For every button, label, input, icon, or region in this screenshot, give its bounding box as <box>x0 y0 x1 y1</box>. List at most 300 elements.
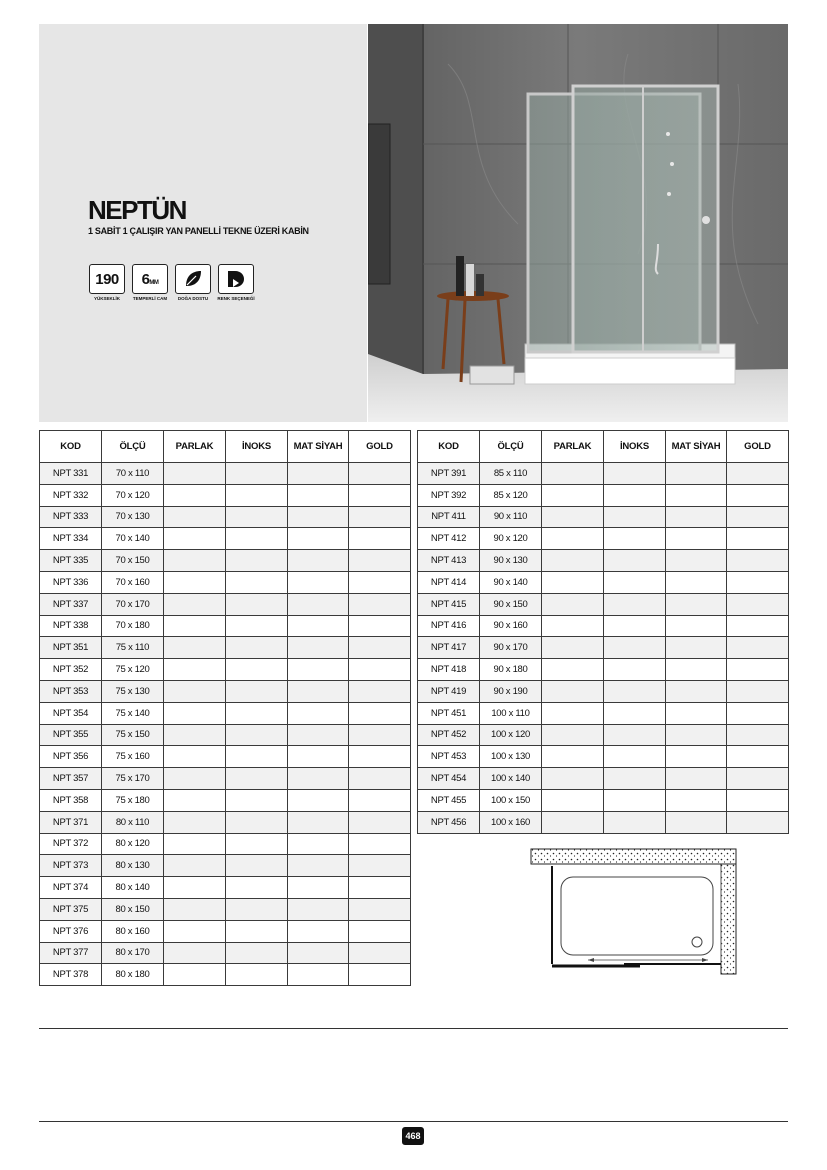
table-row <box>40 964 411 986</box>
table-row <box>418 506 789 528</box>
cell-empty <box>226 724 288 746</box>
cell-empty <box>226 702 288 724</box>
cell-olcu: 90 x 190 <box>480 680 542 702</box>
cell-olcu: 100 x 130 <box>480 746 542 768</box>
cell-empty <box>288 833 349 855</box>
cell-empty <box>542 702 604 724</box>
cell-kod: NPT 334 <box>40 528 102 550</box>
cell-empty <box>666 789 727 811</box>
badge-label-glass: TEMPERLİ CAM <box>132 296 168 301</box>
cell-empty <box>288 855 349 877</box>
cell-empty <box>288 942 349 964</box>
cell-empty <box>542 528 604 550</box>
table-row <box>40 724 411 746</box>
cell-empty <box>288 463 349 485</box>
header-mat-siyah: MAT SİYAH <box>666 431 727 463</box>
cell-empty <box>288 484 349 506</box>
feature-badges <box>88 264 255 306</box>
cell-empty <box>542 811 604 833</box>
cell-empty <box>666 484 727 506</box>
header-kod: KOD <box>40 431 102 463</box>
cell-empty <box>604 484 666 506</box>
cell-olcu: 75 x 150 <box>102 724 164 746</box>
cell-empty <box>542 484 604 506</box>
cell-empty <box>288 724 349 746</box>
cell-olcu: 90 x 140 <box>480 571 542 593</box>
cell-empty <box>666 637 727 659</box>
cell-empty <box>604 615 666 637</box>
cell-kod: NPT 337 <box>40 593 102 615</box>
cell-empty <box>542 768 604 790</box>
cell-kod: NPT 373 <box>40 855 102 877</box>
cell-olcu: 70 x 140 <box>102 528 164 550</box>
cell-empty <box>666 811 727 833</box>
cell-kod: NPT 377 <box>40 942 102 964</box>
cell-empty <box>727 463 789 485</box>
cell-empty <box>164 942 226 964</box>
cell-empty <box>288 877 349 899</box>
cell-empty <box>727 484 789 506</box>
cell-olcu: 80 x 110 <box>102 811 164 833</box>
cell-empty <box>288 920 349 942</box>
cell-olcu: 75 x 120 <box>102 659 164 681</box>
cell-empty <box>666 615 727 637</box>
cell-empty <box>727 680 789 702</box>
cell-kod: NPT 418 <box>418 659 480 681</box>
cell-olcu: 90 x 110 <box>480 506 542 528</box>
cell-empty <box>542 593 604 615</box>
table-row <box>40 942 411 964</box>
table-row <box>40 680 411 702</box>
cell-olcu: 75 x 110 <box>102 637 164 659</box>
cell-empty <box>727 550 789 572</box>
cell-empty <box>542 506 604 528</box>
table-header-row <box>418 431 789 463</box>
cell-empty <box>349 920 411 942</box>
header-parlak: PARLAK <box>164 431 226 463</box>
cell-olcu: 80 x 150 <box>102 898 164 920</box>
cell-olcu: 75 x 130 <box>102 680 164 702</box>
cell-kod: NPT 358 <box>40 789 102 811</box>
cell-empty <box>666 659 727 681</box>
cell-olcu: 90 x 150 <box>480 593 542 615</box>
cell-empty <box>666 506 727 528</box>
cell-olcu: 70 x 170 <box>102 593 164 615</box>
cell-empty <box>542 463 604 485</box>
cell-empty <box>349 593 411 615</box>
table-row <box>418 702 789 724</box>
cell-olcu: 80 x 180 <box>102 964 164 986</box>
cell-kod: NPT 336 <box>40 571 102 593</box>
cell-empty <box>349 637 411 659</box>
cell-empty <box>288 702 349 724</box>
header-mat-siyah: MAT SİYAH <box>288 431 349 463</box>
cell-olcu: 70 x 150 <box>102 550 164 572</box>
cell-empty <box>164 746 226 768</box>
cell-kod: NPT 371 <box>40 811 102 833</box>
cell-empty <box>542 724 604 746</box>
cell-empty <box>666 724 727 746</box>
table-row <box>40 789 411 811</box>
header-kod: KOD <box>418 431 480 463</box>
cell-olcu: 100 x 140 <box>480 768 542 790</box>
table-row <box>40 746 411 768</box>
table-row <box>40 833 411 855</box>
cell-kod: NPT 416 <box>418 615 480 637</box>
table-row <box>40 811 411 833</box>
cell-kod: NPT 378 <box>40 964 102 986</box>
table-row <box>40 768 411 790</box>
cell-empty <box>288 659 349 681</box>
cell-kod: NPT 414 <box>418 571 480 593</box>
cell-empty <box>226 746 288 768</box>
cell-kod: NPT 354 <box>40 702 102 724</box>
cell-empty <box>288 615 349 637</box>
table-row <box>40 637 411 659</box>
header-olcu: ÖLÇÜ <box>102 431 164 463</box>
cell-empty <box>226 920 288 942</box>
badge-label-eco: DOĞA DOSTU <box>177 296 209 301</box>
cell-kod: NPT 357 <box>40 768 102 790</box>
table-row <box>40 877 411 899</box>
table-row <box>418 746 789 768</box>
cell-empty <box>542 746 604 768</box>
cell-empty <box>226 964 288 986</box>
cell-empty <box>349 680 411 702</box>
cell-empty <box>349 571 411 593</box>
cell-olcu: 75 x 160 <box>102 746 164 768</box>
table-row <box>418 571 789 593</box>
cell-olcu: 80 x 170 <box>102 942 164 964</box>
table-row <box>418 463 789 485</box>
cell-empty <box>349 789 411 811</box>
cell-empty <box>349 811 411 833</box>
cell-empty <box>164 877 226 899</box>
table-row <box>418 637 789 659</box>
cell-empty <box>226 768 288 790</box>
cell-empty <box>604 746 666 768</box>
cell-empty <box>542 680 604 702</box>
table-row <box>40 920 411 942</box>
cell-kod: NPT 392 <box>418 484 480 506</box>
cell-empty <box>226 571 288 593</box>
cell-empty <box>288 680 349 702</box>
eco-leaf-icon <box>182 268 204 290</box>
table-row <box>418 593 789 615</box>
cell-empty <box>164 571 226 593</box>
cell-empty <box>727 789 789 811</box>
table-header-row <box>40 431 411 463</box>
table-row <box>418 680 789 702</box>
product-title: NEPTÜN <box>88 195 186 225</box>
cell-empty <box>288 768 349 790</box>
footer-divider-top <box>39 1028 788 1029</box>
footer-divider-bottom <box>39 1121 788 1122</box>
eco-badge <box>174 264 212 306</box>
cell-empty <box>226 789 288 811</box>
cell-empty <box>164 463 226 485</box>
cell-kod: NPT 453 <box>418 746 480 768</box>
cell-empty <box>164 920 226 942</box>
cell-empty <box>164 637 226 659</box>
cell-empty <box>727 768 789 790</box>
cell-empty <box>349 506 411 528</box>
cell-olcu: 70 x 120 <box>102 484 164 506</box>
cell-empty <box>164 811 226 833</box>
header-parlak: PARLAK <box>542 431 604 463</box>
cell-olcu: 90 x 180 <box>480 659 542 681</box>
cell-empty <box>727 615 789 637</box>
cell-empty <box>349 942 411 964</box>
table-row <box>418 811 789 833</box>
size-table-left <box>39 430 411 986</box>
cell-olcu: 100 x 150 <box>480 789 542 811</box>
cell-empty <box>666 768 727 790</box>
table-row <box>418 615 789 637</box>
cell-empty <box>349 659 411 681</box>
cell-empty <box>727 811 789 833</box>
cell-empty <box>164 964 226 986</box>
cell-empty <box>164 550 226 572</box>
cell-empty <box>164 528 226 550</box>
table-row <box>418 550 789 572</box>
table-row <box>418 484 789 506</box>
cell-kod: NPT 338 <box>40 615 102 637</box>
cell-empty <box>604 659 666 681</box>
cell-empty <box>164 855 226 877</box>
table-row <box>40 898 411 920</box>
table-row <box>40 593 411 615</box>
cell-kod: NPT 372 <box>40 833 102 855</box>
cell-empty <box>288 550 349 572</box>
cell-empty <box>604 768 666 790</box>
cell-empty <box>226 680 288 702</box>
cell-kod: NPT 376 <box>40 920 102 942</box>
cell-empty <box>666 528 727 550</box>
cell-empty <box>604 789 666 811</box>
table-row <box>40 550 411 572</box>
table-row <box>40 855 411 877</box>
cell-empty <box>349 702 411 724</box>
cell-olcu: 80 x 120 <box>102 833 164 855</box>
product-photo <box>368 24 788 422</box>
cell-empty <box>349 724 411 746</box>
cell-empty <box>288 789 349 811</box>
cell-kod: NPT 335 <box>40 550 102 572</box>
cell-olcu: 70 x 110 <box>102 463 164 485</box>
cell-empty <box>164 615 226 637</box>
cell-empty <box>226 942 288 964</box>
header-inoks: İNOKS <box>226 431 288 463</box>
cell-olcu: 90 x 170 <box>480 637 542 659</box>
cell-olcu: 90 x 120 <box>480 528 542 550</box>
table-row <box>418 528 789 550</box>
badge-label-height: YÜKSEKLİK <box>93 296 120 301</box>
cell-kod: NPT 452 <box>418 724 480 746</box>
cell-kod: NPT 332 <box>40 484 102 506</box>
cell-empty <box>666 746 727 768</box>
cell-empty <box>604 571 666 593</box>
cell-empty <box>288 506 349 528</box>
cell-kod: NPT 455 <box>418 789 480 811</box>
cell-empty <box>164 789 226 811</box>
table-row <box>40 702 411 724</box>
product-subtitle: 1 SABİT 1 ÇALIŞIR YAN PANELLİ TEKNE ÜZERİ KABİN <box>88 226 309 236</box>
cell-empty <box>349 877 411 899</box>
cell-empty <box>604 550 666 572</box>
cell-kod: NPT 411 <box>418 506 480 528</box>
cell-olcu: 90 x 160 <box>480 615 542 637</box>
cell-olcu: 75 x 170 <box>102 768 164 790</box>
cell-kod: NPT 419 <box>418 680 480 702</box>
cell-empty <box>288 811 349 833</box>
cell-kod: NPT 391 <box>418 463 480 485</box>
color-options-icon <box>225 268 247 290</box>
glass-badge <box>131 264 169 306</box>
table-row <box>40 528 411 550</box>
cell-empty <box>727 528 789 550</box>
cell-empty <box>288 571 349 593</box>
height-190-icon: 190 <box>95 270 119 288</box>
height-badge <box>88 264 126 306</box>
cell-empty <box>288 898 349 920</box>
cell-empty <box>349 746 411 768</box>
cell-olcu: 75 x 140 <box>102 702 164 724</box>
cell-empty <box>226 637 288 659</box>
cell-empty <box>349 855 411 877</box>
cell-empty <box>604 724 666 746</box>
cell-empty <box>604 637 666 659</box>
cell-olcu: 80 x 130 <box>102 855 164 877</box>
cell-empty <box>164 593 226 615</box>
cell-empty <box>727 571 789 593</box>
cell-olcu: 80 x 160 <box>102 920 164 942</box>
table-row <box>40 615 411 637</box>
cell-empty <box>288 637 349 659</box>
cell-empty <box>226 615 288 637</box>
cell-empty <box>542 571 604 593</box>
cell-empty <box>604 463 666 485</box>
cell-empty <box>604 811 666 833</box>
color-badge <box>217 264 255 306</box>
cell-kod: NPT 415 <box>418 593 480 615</box>
cell-empty <box>164 659 226 681</box>
cell-empty <box>226 463 288 485</box>
cell-empty <box>226 484 288 506</box>
cell-empty <box>226 593 288 615</box>
cell-empty <box>666 571 727 593</box>
page-number: 468 <box>402 1127 424 1145</box>
plan-view-diagram <box>528 846 740 978</box>
cell-empty <box>727 506 789 528</box>
header-olcu: ÖLÇÜ <box>480 431 542 463</box>
size-table-right <box>417 430 789 834</box>
cell-kod: NPT 412 <box>418 528 480 550</box>
cell-empty <box>288 593 349 615</box>
cell-empty <box>604 680 666 702</box>
cell-olcu: 90 x 130 <box>480 550 542 572</box>
shower-cabin-illustration <box>368 24 788 422</box>
cell-olcu: 100 x 110 <box>480 702 542 724</box>
table-row <box>40 484 411 506</box>
cell-empty <box>542 615 604 637</box>
table-row <box>40 463 411 485</box>
cell-olcu: 100 x 160 <box>480 811 542 833</box>
header-gold: GOLD <box>349 431 411 463</box>
cell-kod: NPT 456 <box>418 811 480 833</box>
cell-empty <box>226 528 288 550</box>
cell-olcu: 85 x 110 <box>480 463 542 485</box>
header-gold: GOLD <box>727 431 789 463</box>
cell-empty <box>349 528 411 550</box>
cell-kod: NPT 331 <box>40 463 102 485</box>
cell-kod: NPT 374 <box>40 877 102 899</box>
cell-kod: NPT 355 <box>40 724 102 746</box>
cell-olcu: 80 x 140 <box>102 877 164 899</box>
cell-empty <box>666 702 727 724</box>
cell-kod: NPT 356 <box>40 746 102 768</box>
cell-empty <box>349 964 411 986</box>
cell-kod: NPT 353 <box>40 680 102 702</box>
cell-empty <box>226 877 288 899</box>
cell-empty <box>226 659 288 681</box>
cell-empty <box>349 550 411 572</box>
cell-empty <box>349 833 411 855</box>
cell-empty <box>604 702 666 724</box>
cell-empty <box>164 506 226 528</box>
cell-empty <box>226 550 288 572</box>
cell-olcu: 70 x 180 <box>102 615 164 637</box>
table-row <box>418 789 789 811</box>
cell-olcu: 75 x 180 <box>102 789 164 811</box>
cell-empty <box>727 659 789 681</box>
cell-empty <box>349 898 411 920</box>
cell-empty <box>164 724 226 746</box>
cell-empty <box>226 811 288 833</box>
cell-empty <box>542 637 604 659</box>
cell-empty <box>542 550 604 572</box>
cell-empty <box>349 463 411 485</box>
cell-empty <box>226 506 288 528</box>
cell-olcu: 100 x 120 <box>480 724 542 746</box>
cell-olcu: 85 x 120 <box>480 484 542 506</box>
tempered-glass-icon: 6MM <box>141 270 159 288</box>
cell-empty <box>727 746 789 768</box>
cell-olcu: 70 x 160 <box>102 571 164 593</box>
cell-empty <box>164 768 226 790</box>
cell-kod: NPT 352 <box>40 659 102 681</box>
cell-empty <box>604 593 666 615</box>
cell-empty <box>164 833 226 855</box>
table-row <box>40 571 411 593</box>
cell-empty <box>727 593 789 615</box>
table-row <box>40 659 411 681</box>
cell-empty <box>542 789 604 811</box>
cell-empty <box>288 964 349 986</box>
cell-empty <box>226 898 288 920</box>
cell-kod: NPT 413 <box>418 550 480 572</box>
cell-kod: NPT 351 <box>40 637 102 659</box>
cell-empty <box>542 659 604 681</box>
cell-empty <box>164 898 226 920</box>
cell-empty <box>164 680 226 702</box>
cell-empty <box>666 680 727 702</box>
cell-empty <box>604 506 666 528</box>
cell-empty <box>164 702 226 724</box>
cell-empty <box>666 593 727 615</box>
cell-olcu: 70 x 130 <box>102 506 164 528</box>
cell-empty <box>349 484 411 506</box>
